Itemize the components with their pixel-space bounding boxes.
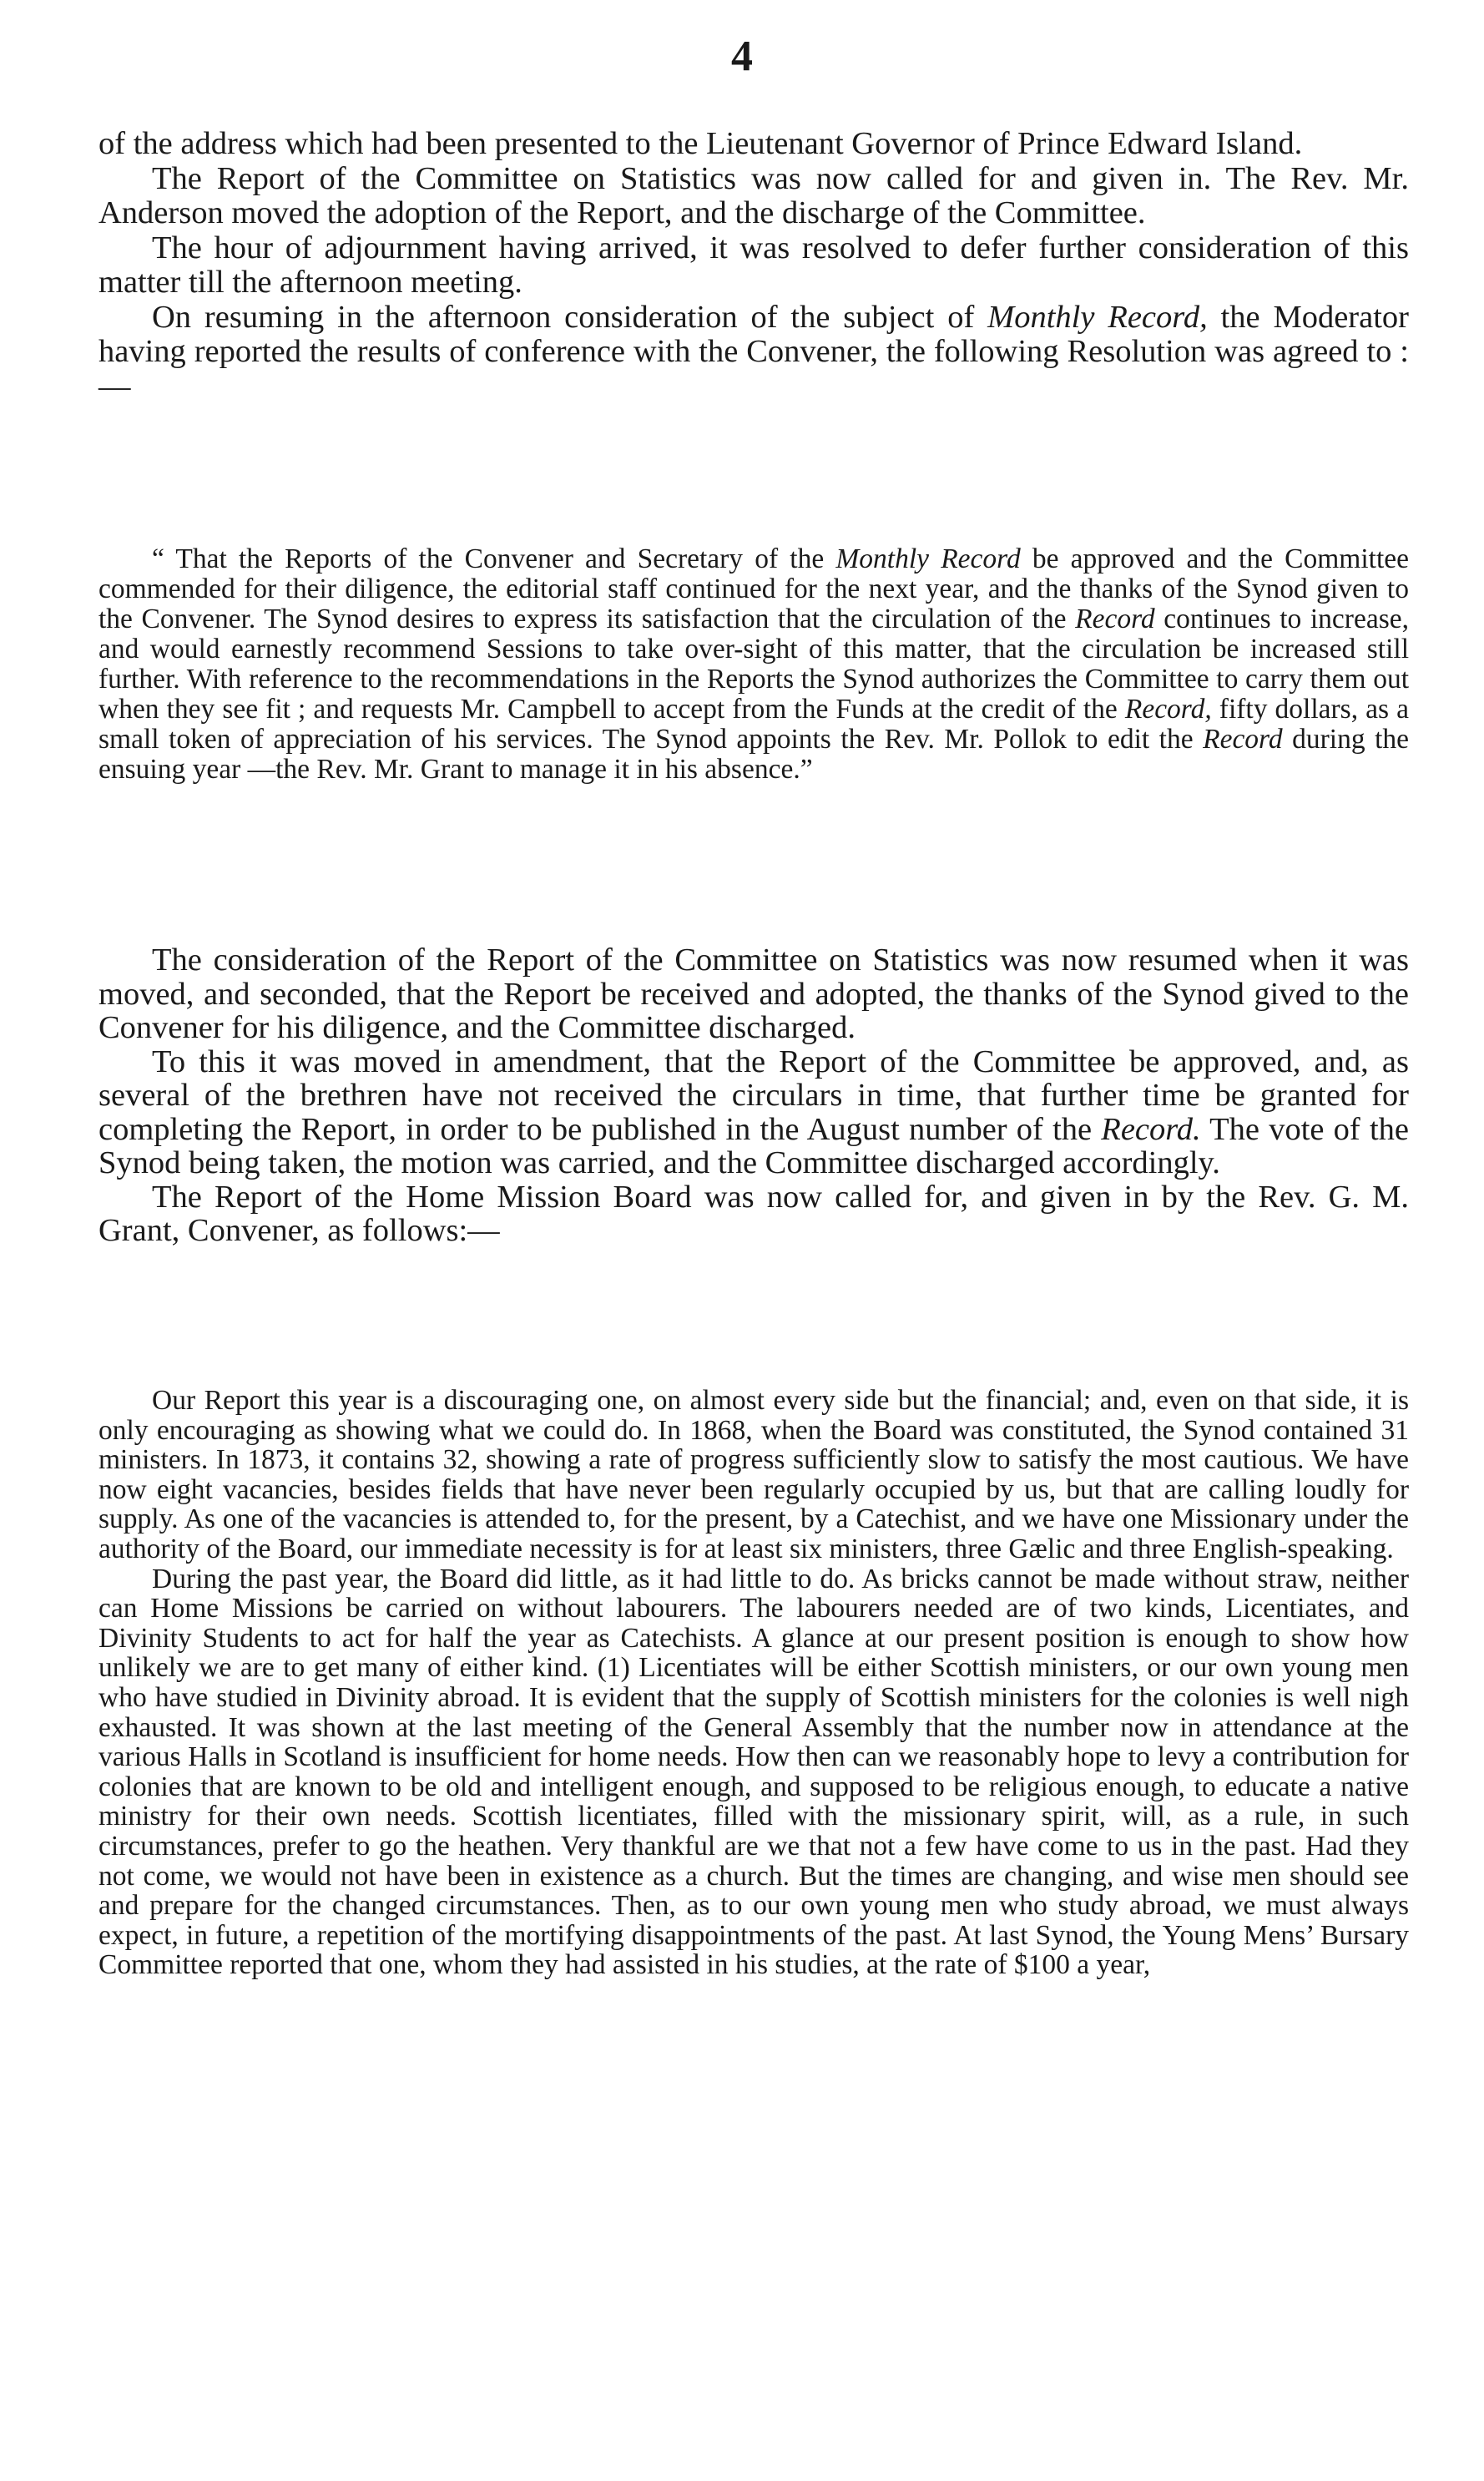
report-paragraph-2: During the past year, the Board did little, as it had little to do. As bricks cannot be made without straw, neither can Home Missions be carried on without labourers. The labourers needed are of two kinds, Licentiates, and Divinity Students to act for half the year as Catechists. A glance at our present position is enough to show how unlikely we are to get many of either kind. (1) Licentiates will be either Scottish ministers, or our own young men who have studied in Divinity abroad. It is evident that the supply of Scottish ministers for the colonies is well nigh exhausted. It was shown at the last meeting of the General Assembly that the number now in attendance at the various Halls in Scotland is insufficient for home needs. How then can we reasonably hope to levy a contribution for colonies that are known to be old and intelligent enough, and supposed to be religious enough, to educate a native ministry for their own needs. Scottish licentiates, filled with the missionary spirit, will, as a rule, in such circumstances, prefer to go the heathen. Very thankful are we that not a few have come to us in the past. Had they not come, we would not have been in existence as a church. But the times are changing, and wise men should see and prepare for the changed circumstances. Then, as to our own young men who study abroad, we must always expect, in future, a repetition of the mortifying disappointments of the past. At last Synod, the Young Mens’ Bursary Committee reported that one, whom they had assisted in his studies, at the rate of $100 a year, <box>98 1563 1409 1981</box>
text-run: The vote of the Synod being taken, the motion was carried, and the Committee discharged accordingly. <box>98 1111 1409 1180</box>
home-mission-report <box>98 1386 1409 1980</box>
text-run: be approved and the Committee commended for their diligence, the editorial staff continued for the next year, and the thanks of the Synod given to the Convener. The Synod desires to express its satisfaction that the circulation of the <box>98 543 1409 634</box>
text-run: continues to increase, and would earnestly recommend Sessions to take over-sight of this matter, that the circulation be increased still further. With reference to the recommendations in the Reports the Synod authorizes the Committee to carry them out when they see fit ; and requests Mr. Campbell to accept from the Funds at the credit of the <box>98 604 1409 725</box>
paragraph-adjournment: The hour of adjournment having arrived, it was resolved to defer further consideration of this matter till the afternoon meeting. <box>98 230 1409 300</box>
italic-run: Monthly Record <box>835 543 1021 574</box>
italic-run: Record, <box>1124 694 1212 725</box>
resolution-block <box>98 544 1409 785</box>
text-run: To this it was moved in amendment, that the Report of the Committee be approved, and, as several of the brethren have not received the circulars in time, that further time be granted for completing the Report, in order to be published in the August number of the <box>98 1043 1409 1147</box>
italic-run: Record <box>1203 724 1283 755</box>
paragraph-home-mission-intro: The Report of the Home Mission Board was now called for, and given in by the Rev. G. M. Grant, Convener, as follows:— <box>98 1179 1409 1248</box>
text-run: On resuming in the afternoon consideration of the subject of <box>152 299 988 335</box>
page-number: 4 <box>731 33 753 80</box>
resolution-text <box>98 544 1409 785</box>
text-run: during the ensuing year —the Rev. Mr. Grant to manage it in his absence.” <box>98 724 1409 785</box>
italic-run: Record <box>1075 604 1155 634</box>
paragraph-address-continuation: of the address which had been presented to the Lieutenant Governor of Prince Edward Island. <box>98 126 1303 161</box>
report-paragraph-1: Our Report this year is a discouraging one, on almost every side but the financial; and, even on that side, it is only encouraging as showing what we could do. In 1868, when the Board was constituted, the Synod contained 31 ministers. In 1873, it contains 32, showing a rate of progress sufficiently slow to satisfy the most cautious. We have now eight vacancies, besides fields that have never been regularly occupied by us, but that are calling loudly for supply. As one of the vacancies is attended to, for the present, by a Catechist, and we have one Missionary under the authority of the Board, our immediate necessity is for at least six ministers, three Gælic and three English-speaking. <box>98 1385 1409 1564</box>
italic-run: Record. <box>1101 1111 1201 1147</box>
paragraph-amendment <box>98 1045 1409 1180</box>
text-run: “ That the Reports of the Convener and Secretary of the <box>152 543 836 574</box>
text-run: fifty dollars, as a small token of appreciation of his services. The Synod appoints the Rev. Mr. Pollok to edit the <box>98 694 1409 755</box>
paragraph-statistics-report: The Report of the Committee on Statistics was now called for and given in. The Rev. Mr. Anderson moved the adoption of the Report, and the discharge of the Committee. <box>98 160 1409 230</box>
paragraph-statistics-resumed: The consideration of the Report of the Committee on Statistics was now resumed when it was moved, and seconded, that the Report be received and adopted, the thanks of the Synod gived to the Convener for his diligence, and the Committee discharged. <box>98 942 1409 1045</box>
minutes-section-2 <box>98 943 1409 1248</box>
text-run: the Moderator having reported the results of conference with the Convener, the following Resolution was agreed to :— <box>98 299 1409 404</box>
paragraph-monthly-record <box>98 301 1409 405</box>
minutes-section-1 <box>98 127 1409 404</box>
italic-run: Monthly Record, <box>987 299 1208 335</box>
